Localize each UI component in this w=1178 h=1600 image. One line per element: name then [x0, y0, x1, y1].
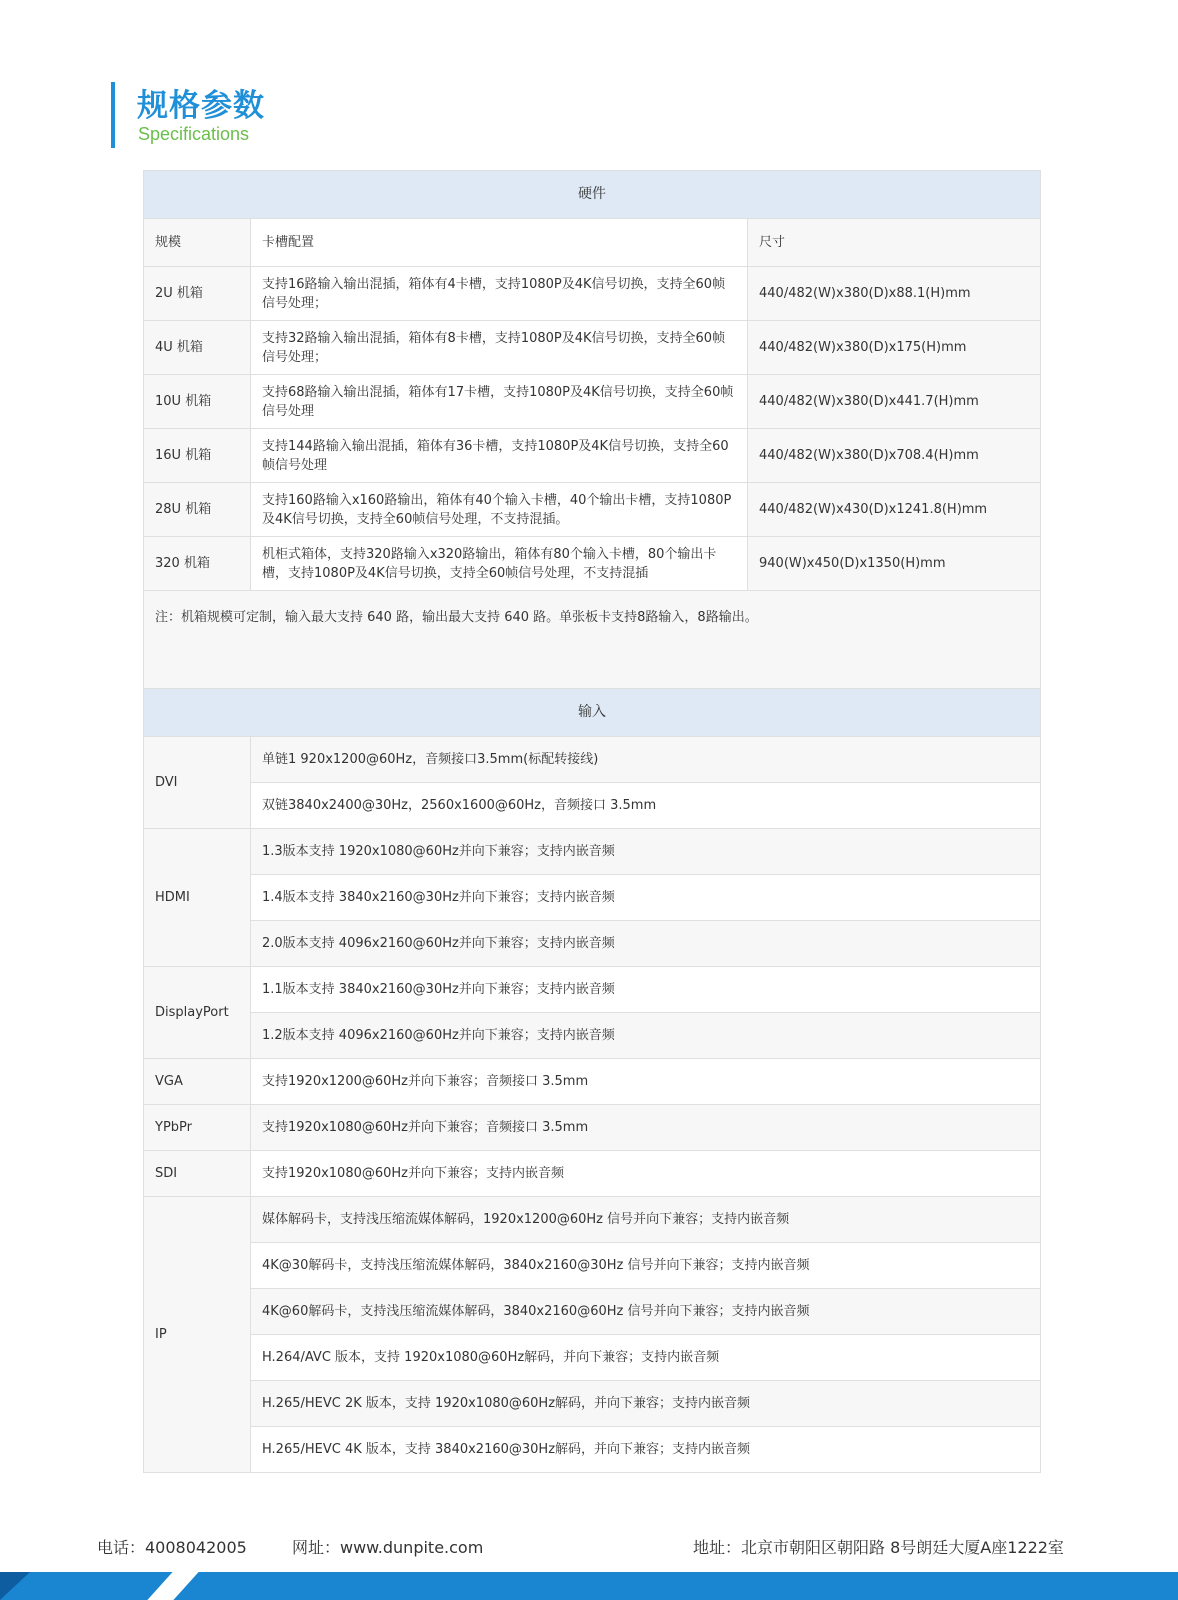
hardware-config: 支持68路输入输出混插，箱体有17卡槽，支持1080P及4K信号切换，支持全60帧信号处理: [251, 375, 748, 429]
hardware-size: 440/482(W)x380(D)x708.4(H)mm: [748, 429, 1041, 483]
input-spec: 1.2版本支持 4096x2160@60Hz并向下兼容；支持内嵌音频: [251, 1013, 1041, 1059]
footer-band-slash: [147, 1572, 198, 1600]
table-row: [144, 1151, 1041, 1197]
hardware-section-title: 硬件: [144, 171, 1041, 219]
table-row: [144, 267, 1041, 321]
table-row: [144, 1197, 1041, 1243]
table-row: [144, 1243, 1041, 1289]
footer-band-wedge: [0, 1572, 30, 1600]
input-spec: 支持1920x1080@60Hz并向下兼容；支持内嵌音频: [251, 1151, 1041, 1197]
footer-website[interactable]: 网址：www.dunpite.com: [292, 1538, 484, 1557]
hardware-scale: 320 机箱: [144, 537, 251, 591]
hardware-config: 支持144路输入输出混插，箱体有36卡槽，支持1080P及4K信号切换，支持全60帧信号处理: [251, 429, 748, 483]
input-spec: H.265/HEVC 4K 版本，支持 3840x2160@30Hz解码，并向下兼容；支持内嵌音频: [251, 1427, 1041, 1473]
page-subtitle: Specifications: [138, 124, 250, 144]
table-row: [144, 921, 1041, 967]
table-row: [144, 375, 1041, 429]
input-spec: 双链3840x2400@30Hz，2560x1600@60Hz，音频接口 3.5mm: [251, 783, 1041, 829]
table-row: [144, 829, 1041, 875]
table-row: [144, 1059, 1041, 1105]
table-row: [144, 1427, 1041, 1473]
input-type-label: HDMI: [144, 829, 251, 967]
input-type-label: YPbPr: [144, 1105, 251, 1151]
column-header-size: 尺寸: [748, 219, 1041, 267]
table-row: [144, 1289, 1041, 1335]
input-section-title: 输入: [144, 689, 1041, 737]
title-accent-bar: [111, 82, 115, 148]
footer-address: 地址：北京市朝阳区朝阳路 8号朗廷大厦A座1222室: [693, 1538, 1064, 1557]
input-spec: 1.1版本支持 3840x2160@30Hz并向下兼容；支持内嵌音频: [251, 967, 1041, 1013]
table-row: [144, 483, 1041, 537]
column-header-scale: 规模: [144, 219, 251, 267]
footer-band: [0, 1572, 1178, 1600]
hardware-size: 440/482(W)x430(D)x1241.8(H)mm: [748, 483, 1041, 537]
input-spec: H.264/AVC 版本，支持 1920x1080@60Hz解码，并向下兼容；支持内嵌音频: [251, 1335, 1041, 1381]
hardware-scale: 10U 机箱: [144, 375, 251, 429]
hardware-size: 440/482(W)x380(D)x175(H)mm: [748, 321, 1041, 375]
input-spec: 4K@60解码卡，支持浅压缩流媒体解码，3840x2160@60Hz 信号并向下兼容；支持内嵌音频: [251, 1289, 1041, 1335]
hardware-size: 440/482(W)x380(D)x441.7(H)mm: [748, 375, 1041, 429]
table-row: [144, 537, 1041, 591]
input-spec: 2.0版本支持 4096x2160@60Hz并向下兼容；支持内嵌音频: [251, 921, 1041, 967]
table-row: [144, 967, 1041, 1013]
input-type-label: SDI: [144, 1151, 251, 1197]
input-spec: 媒体解码卡，支持浅压缩流媒体解码，1920x1200@60Hz 信号并向下兼容；支持内嵌音频: [251, 1197, 1041, 1243]
hardware-note: 注：机箱规模可定制，输入最大支持 640 路，输出最大支持 640 路。单张板卡支持8路输入，8路输出。: [144, 591, 1041, 689]
input-spec: 支持1920x1200@60Hz并向下兼容；音频接口 3.5mm: [251, 1059, 1041, 1105]
table-row: [144, 429, 1041, 483]
table-row: [144, 1381, 1041, 1427]
input-spec: 支持1920x1080@60Hz并向下兼容；音频接口 3.5mm: [251, 1105, 1041, 1151]
input-spec: 1.4版本支持 3840x2160@30Hz并向下兼容；支持内嵌音频: [251, 875, 1041, 921]
hardware-size: 940(W)x450(D)x1350(H)mm: [748, 537, 1041, 591]
column-header-config: 卡槽配置: [251, 219, 748, 267]
table-row: [144, 321, 1041, 375]
page-title: 规格参数: [137, 88, 265, 124]
hardware-size: 440/482(W)x380(D)x88.1(H)mm: [748, 267, 1041, 321]
footer-phone: 电话：4008042005: [97, 1538, 247, 1557]
input-spec: H.265/HEVC 2K 版本，支持 1920x1080@60Hz解码，并向下兼容；支持内嵌音频: [251, 1381, 1041, 1427]
hardware-scale: 16U 机箱: [144, 429, 251, 483]
input-spec: 1.3版本支持 1920x1080@60Hz并向下兼容；支持内嵌音频: [251, 829, 1041, 875]
hardware-scale: 2U 机箱: [144, 267, 251, 321]
table-row: [144, 1335, 1041, 1381]
hardware-config: 支持32路输入输出混插，箱体有8卡槽，支持1080P及4K信号切换，支持全60帧信号处理；: [251, 321, 748, 375]
table-row: [144, 1013, 1041, 1059]
spec-table: [143, 170, 1041, 1473]
input-type-label: VGA: [144, 1059, 251, 1105]
table-row: [144, 875, 1041, 921]
input-type-label: DisplayPort: [144, 967, 251, 1059]
input-type-label: IP: [144, 1197, 251, 1473]
table-row: [144, 1105, 1041, 1151]
input-spec: 单链1 920x1200@60Hz，音频接口3.5mm(标配转接线): [251, 737, 1041, 783]
input-spec: 4K@30解码卡，支持浅压缩流媒体解码，3840x2160@30Hz 信号并向下兼容；支持内嵌音频: [251, 1243, 1041, 1289]
hardware-scale: 28U 机箱: [144, 483, 251, 537]
table-row: [144, 783, 1041, 829]
hardware-config: 支持16路输入输出混插，箱体有4卡槽，支持1080P及4K信号切换，支持全60帧信号处理；: [251, 267, 748, 321]
hardware-config: 支持160路输入x160路输出，箱体有40个输入卡槽，40个输出卡槽，支持1080P及4K信号切换，支持全60帧信号处理，不支持混插。: [251, 483, 748, 537]
hardware-config: 机柜式箱体，支持320路输入x320路输出，箱体有80个输入卡槽，80个输出卡槽，支持1080P及4K信号切换，支持全60帧信号处理，不支持混插: [251, 537, 748, 591]
input-type-label: DVI: [144, 737, 251, 829]
hardware-scale: 4U 机箱: [144, 321, 251, 375]
table-row: [144, 737, 1041, 783]
